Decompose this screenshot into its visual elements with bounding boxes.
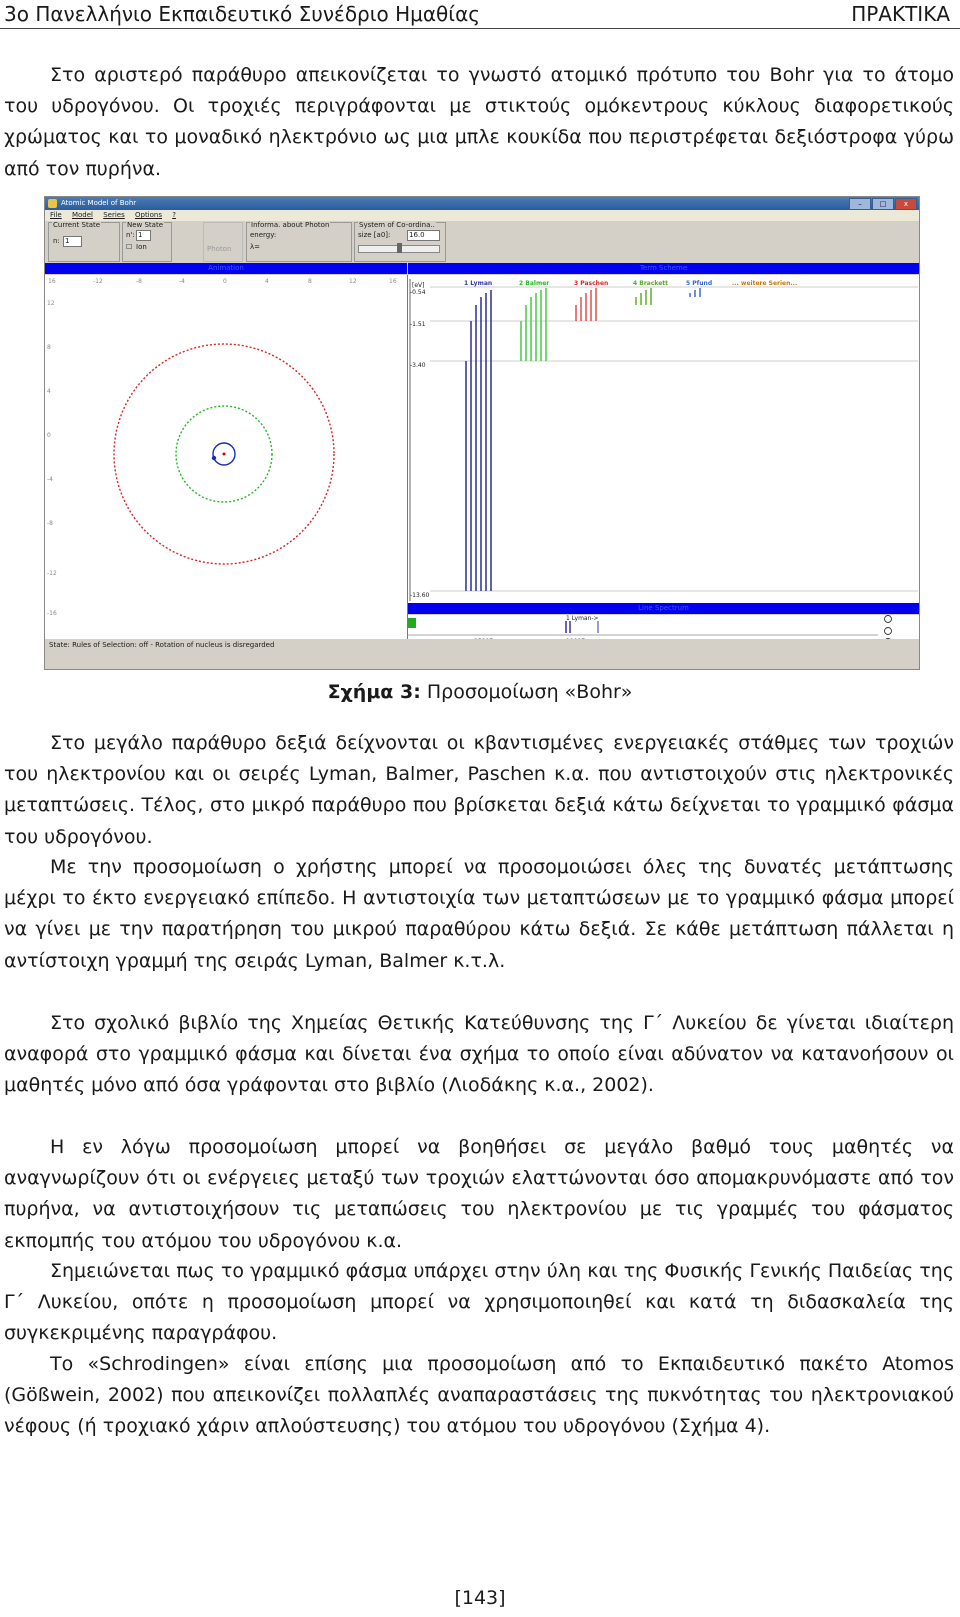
menubar — [45, 210, 919, 221]
current-state-label: Current State — [53, 221, 101, 229]
figure-caption — [0, 681, 960, 703]
current-n-label: n: — [53, 237, 60, 245]
term-scheme-svg — [408, 275, 919, 603]
spectrum-marker-label: 1 Lyman-> — [566, 615, 599, 622]
animation-bar: Animation — [45, 263, 407, 274]
photon-info-group — [246, 222, 352, 262]
size-field[interactable]: 16.0 — [407, 230, 440, 241]
page-number: [143] — [454, 1587, 506, 1609]
menu-series[interactable]: Series — [103, 211, 125, 219]
maximize-icon[interactable]: □ — [872, 198, 894, 210]
energy-unit: [eV] — [412, 282, 425, 289]
caption-label: Σχήμα 3: — [327, 681, 421, 703]
spectrum-marker-green — [408, 618, 416, 628]
new-state-label: New State — [127, 221, 164, 229]
zoom-in-icon[interactable] — [885, 616, 892, 623]
photon-info-label: Informa. about Photon — [251, 221, 330, 229]
current-state-group — [48, 222, 120, 262]
series-label-paschen: 3 Paschen — [574, 280, 609, 287]
x-tick: 12 — [349, 278, 357, 285]
coord-system-label: System of Co-ordina.. — [359, 221, 435, 229]
x-tick: -8 — [136, 278, 142, 285]
energy-level-label: -0.54 — [410, 289, 426, 296]
energy-level-label: -13.60 — [410, 592, 430, 599]
x-tick: -4 — [179, 278, 185, 285]
menu-help[interactable]: ? — [172, 211, 176, 219]
y-tick: 4 — [47, 388, 51, 395]
intro-paragraph: Στο αριστερό παράθυρο απεικονίζεται το γνωστό ατομικό πρότυπο του Bohr για το άτομο του υδρογόνου. Οι τροχιές περιγράφονται με στικτούς ομόκεντρους κύκλους διαφορετικούς χρώματος και το μοναδικό ηλεκτρόνιο ως μια μπλε κουκίδα που περιστρέφεται δεξιόστροφα γύρω από τον πυρήνα. — [4, 64, 954, 180]
energy-label: energy: — [250, 231, 277, 239]
animation-panel — [45, 275, 408, 639]
caption-text: Προσομοίωση «Bohr» — [426, 681, 633, 703]
body-paragraph: Σημειώνεται πως το γραμμικό φάσμα υπάρχει στην ύλη και της Φυσικής Γενικής Παιδείας της Γ΄ Λυκείου, οπότε η προσομοίωση μπορεί να χρησιμοποιηθεί και κατά τη διδασκαλεία της συγκεκριμένης παραγράφου. — [4, 1260, 954, 1345]
figure-bohr-screenshot — [44, 196, 920, 670]
y-tick: 0 — [47, 432, 51, 439]
body-paragraph: Στο σχολικό βιβλίο της Χημείας Θετικής Κατεύθυνσης της Γ΄ Λυκείου δε γίνεται ιδιαίτερη αναφορά στο γραμμικό φάσμα και δίνεται ένα σχήμα το οποίο είναι αδύνατον να κατανοήσουν οι μαθητές μόνο από όσα γράφονται στο βιβλίο (Λιοδάκης κ.α., 2002). — [4, 1012, 954, 1097]
lambda-label: λ= — [250, 243, 261, 251]
x-tick: 4 — [265, 278, 269, 285]
section-title: ΠΡΑΚΤΙΚΑ — [851, 2, 950, 26]
electron — [212, 456, 216, 460]
body-paragraph: Στο μεγάλο παράθυρο δεξιά δείχνονται οι κβαντισμένες ενεργειακές στάθμες των τροχιών του ηλεκτρονίου και οι σειρές Lyman, Balmer, Paschen κ.α. που αντιστοιχούν στις ηλεκτρονικές μεταπτώσεις. Τέλος, στο μικρό παράθυρο που βρίσκεται δεξιά κάτω δείχνεται το γραμμικό φάσμα του υδρογόνου. — [4, 732, 954, 848]
x-tick: 0 — [223, 278, 227, 285]
y-tick: 12 — [47, 300, 55, 307]
coord-system-group — [354, 222, 446, 262]
window-title: Atomic Model of Bohr — [61, 199, 137, 207]
ion-checkbox[interactable]: ☐ — [126, 243, 133, 251]
current-n-field[interactable]: 1 — [63, 236, 82, 247]
x-tick: 8 — [308, 278, 312, 285]
status-text: State: Rules of Selection: off - Rotation of nucleus is disregarded — [49, 641, 275, 649]
body-paragraph: Το «Schrodingen» είναι επίσης μια προσομοίωση από το Εκπαιδευτικό πακέτο Atomos (Gößwein, 2002) που απεικονίζει πολλαπλές αναπαραστάσεις της πυκνότητας του ηλεκτρονιακού νέφους (ή τροχιακό χάριν απλούστευσης) του ατόμου του υδρογόνου (Σχήμα 4). — [4, 1353, 954, 1438]
new-n-field[interactable]: 1 — [136, 230, 151, 241]
photon-button[interactable] — [203, 222, 243, 262]
y-tick: -16 — [47, 610, 57, 617]
energy-level-label: -1.51 — [410, 321, 426, 328]
series-label-lyman: 1 Lyman — [464, 280, 493, 287]
line-spectrum-bar: Line Spectrum — [408, 603, 919, 614]
minimize-icon[interactable]: – — [849, 198, 871, 210]
series-label-balmer: 2 Balmer — [519, 280, 550, 287]
term-scheme-bar: Term Scheme — [408, 263, 919, 274]
header-rule — [0, 28, 960, 29]
app-icon — [48, 199, 57, 208]
y-tick: 8 — [47, 344, 51, 351]
series-label-brackett: 4 Brackett — [633, 280, 669, 287]
size-label: size [a0]: — [358, 231, 391, 239]
menu-options[interactable]: Options — [134, 211, 162, 219]
energy-level-label: -3.40 — [410, 362, 426, 369]
new-state-group — [122, 222, 172, 262]
conference-title: 3ο Πανελλήνιο Εκπαιδευτικό Συνέδριο Ημαθίας — [4, 2, 480, 26]
ion-label: Ion — [136, 243, 147, 251]
status-bar — [45, 639, 919, 669]
term-scheme-panel — [408, 275, 919, 603]
menu-file[interactable]: File — [50, 211, 62, 219]
window-titlebar — [45, 197, 919, 210]
series-label-pfund: 5 Pfund — [686, 280, 713, 287]
x-tick: -12 — [93, 278, 103, 285]
body-paragraph: Με την προσομοίωση ο χρήστης μπορεί να προσομοιώσει όλες της δυνατές μετάπτωσης μέχρι το έκτο ενεργειακό επίπεδο. Η αντιστοιχία των μεταπτώσεων με το γραμμικό φάσμα μπορεί να γίνει με την παρατήρηση του μικρού παραθύρου κάτω δεξιά. Σε κάθε μετάπτωση πάλλεται η αντίστοιχη γραμμή της σειράς Lyman, Balmer κ.τ.λ. — [4, 856, 954, 972]
running-header — [0, 0, 960, 28]
atom-model-svg — [45, 275, 407, 639]
x-tick: 16 — [389, 278, 397, 285]
size-slider-thumb[interactable] — [397, 243, 402, 253]
y-tick: -4 — [47, 476, 53, 483]
new-n-label: n': — [126, 231, 135, 239]
nucleus — [223, 453, 226, 456]
x-tick: 16 — [48, 278, 56, 285]
y-tick: -12 — [47, 570, 57, 577]
close-icon[interactable]: x — [895, 198, 917, 210]
y-tick: -8 — [47, 520, 53, 527]
zoom-out-icon[interactable] — [885, 628, 892, 635]
body-paragraph: Η εν λόγω προσομοίωση μπορεί να βοηθήσει σε μεγάλο βαθμό τους μαθητές να αναγνωρίζουν ότι οι ενέργειες μεταξύ των τροχιών ελαττώνονται όσο απομακρυνόμαστε από τον πυρήνα, να αντιστοιχήσουν τις μεταπώσεις του ηλεκτρονίου με τις γραμμές του φάσματος εκπομπής του ατόμου του υδρογόνου κ.α. — [4, 1136, 954, 1252]
series-label-more: ... weitere Serien... — [732, 280, 798, 287]
photon-button-label: Photon — [207, 245, 232, 253]
menu-model[interactable]: Model — [71, 211, 93, 219]
